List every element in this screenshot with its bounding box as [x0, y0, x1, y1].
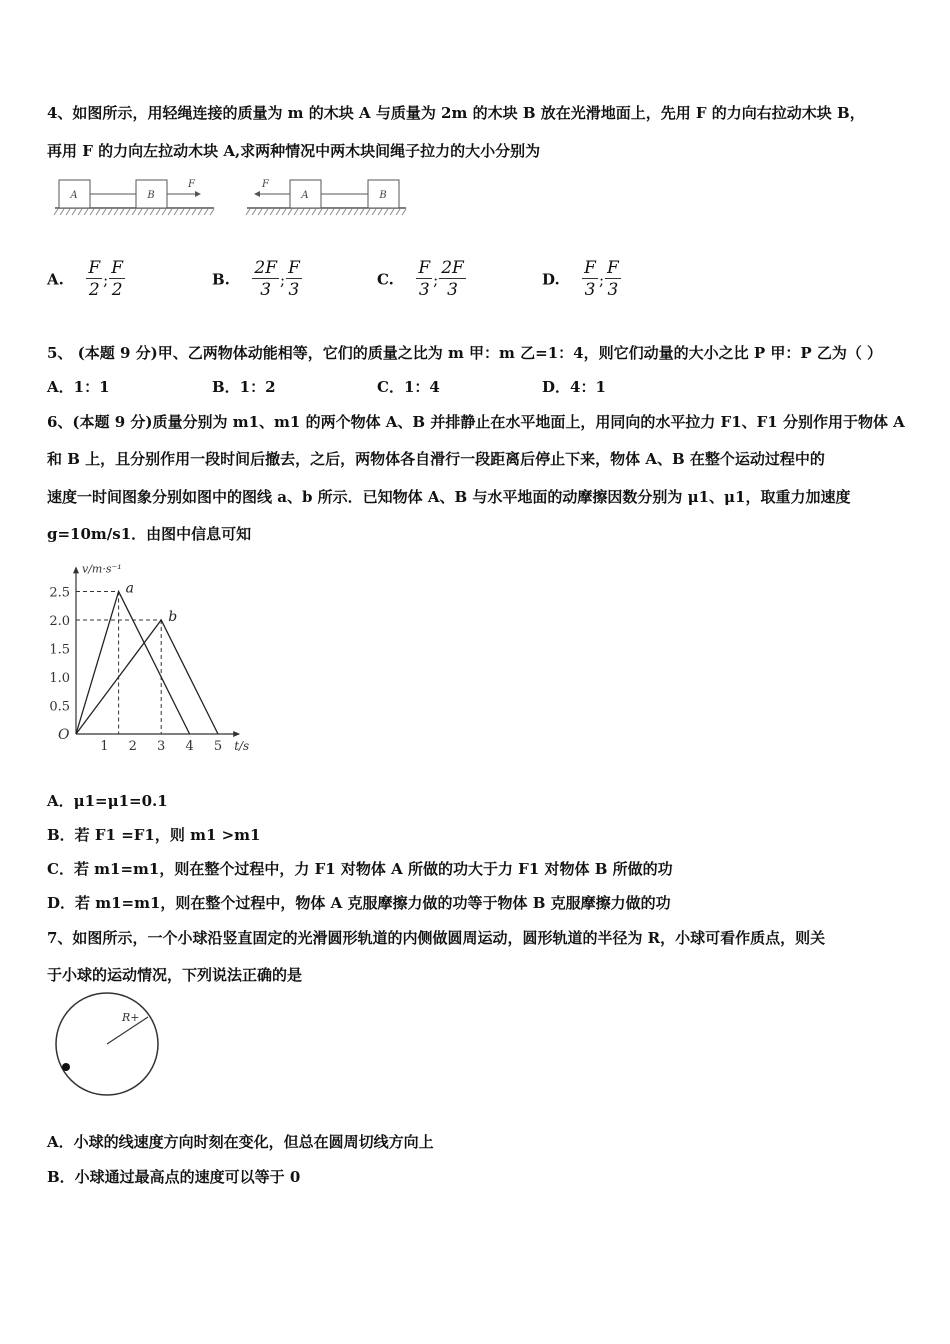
x-tick-label: 3 — [157, 739, 166, 754]
q7-option-b[interactable]: B．小球通过最高点的速度可以等于 0 — [47, 1168, 301, 1186]
q4-figure-left — [52, 172, 218, 216]
y-tick-label: 2.5 — [49, 585, 70, 601]
fraction: $\frac{2F}{3}$ — [441, 258, 464, 300]
q5-option-c[interactable]: C．1：4 — [377, 378, 440, 396]
x-axis-label: t/s — [234, 739, 250, 753]
y-tick-label: 2.0 — [49, 614, 70, 629]
velocity-time-chart — [40, 556, 260, 756]
q4-line2: 再用 F 的力向左拉动木块 A,求两种情况中两木块间绳子拉力的大小分别为 — [47, 142, 541, 160]
x-tick-label: 1 — [100, 739, 109, 754]
fraction: $\frac{F}{3}$ — [584, 258, 596, 300]
q6-line2: 和 B 上，且分别作用一段时间后撤去，之后，两物体各自滑行一段距离后停止下来，物体 A、B 在整个运动过程中的 — [47, 450, 825, 468]
q4-option-c[interactable]: C. $\frac{F}{3}$ ; $\frac{2F}{3}$ — [377, 258, 464, 300]
block-b-label: B — [147, 190, 155, 201]
q4-option-a[interactable]: A. $\frac{F}{2}$ ; $\frac{F}{2}$ — [47, 258, 123, 300]
q4-option-b[interactable]: B. $\frac{2F}{3}$ ; $\frac{F}{3}$ — [212, 258, 300, 300]
q5-line1: 5、 (本题 9 分)甲、乙两物体动能相等，它们的质量之比为 m 甲：m 乙=1：4，则它们动量的大小之比 P 甲：P 乙为（ ） — [47, 344, 883, 362]
fraction: $\frac{F}{2}$ — [111, 258, 123, 300]
q6-line4: g=10m/s1．由图中信息可知 — [47, 525, 252, 543]
option-label: C. — [377, 270, 394, 289]
series-label-a: a — [125, 580, 134, 597]
series-line-b — [76, 620, 218, 734]
q4-line1: 4、如图所示，用轻绳连接的质量为 m 的木块 A 与质量为 2m 的木块 B 放在光滑地面上，先用 F 的力向右拉动木块 B， — [47, 104, 865, 122]
q5-option-b[interactable]: B．1：2 — [212, 378, 276, 396]
q6-line3: 速度一时间图象分别如图中的图线 a、b 所示．已知物体 A、B 与水平地面的动摩擦因数分别为 μ1、μ1，取重力加速度 — [47, 488, 851, 506]
fraction: $\frac{F}{2}$ — [88, 258, 101, 300]
option-label: D. — [542, 270, 560, 289]
x-axis-arrow — [233, 731, 240, 737]
circular-track-figure — [50, 990, 166, 1102]
y-tick-label: 0.5 — [49, 699, 70, 715]
block-a-label-2: A — [301, 190, 309, 201]
q4-figure-right — [244, 172, 410, 216]
q5-option-a[interactable]: A．1：1 — [47, 378, 110, 396]
series-label-b: b — [168, 609, 178, 625]
radius-label: R+ — [122, 1011, 140, 1024]
x-tick-label: 2 — [128, 739, 137, 754]
x-tick-label: 4 — [185, 739, 194, 754]
ball — [62, 1063, 70, 1071]
force-label: F — [188, 179, 195, 190]
q4-option-d[interactable]: D. $\frac{F}{3}$ ; $\frac{F}{3}$ — [542, 258, 619, 300]
q6-option-b[interactable]: B．若 F1 =F1，则 m1 >m1 — [47, 826, 261, 844]
q7-line1: 7、如图所示，一个小球沿竖直固定的光滑圆形轨道的内侧做圆周运动，圆形轨道的半径为 R，小球可看作质点，则关 — [47, 929, 826, 947]
option-label: A. — [47, 270, 64, 289]
fraction: $\frac{F}{3}$ — [288, 258, 300, 300]
q6-option-c[interactable]: C．若 m1=m1，则在整个过程中，力 F1 对物体 A 所做的功大于力 F1 对物体 B 所做的功 — [47, 860, 673, 878]
option-label: B. — [212, 270, 230, 289]
block-a-label: A — [70, 190, 78, 201]
origin-label: O — [58, 727, 70, 743]
y-axis-arrow — [73, 566, 79, 573]
q7-option-a[interactable]: A．小球的线速度方向时刻在变化，但总在圆周切线方向上 — [47, 1133, 434, 1151]
x-tick-label: 5 — [213, 739, 223, 754]
y-tick-label: 1.5 — [49, 642, 70, 658]
fraction: $\frac{F}{3}$ — [418, 258, 431, 300]
q5-option-d[interactable]: D．4：1 — [542, 378, 606, 396]
y-tick-label: 1.0 — [49, 671, 70, 686]
fraction: $\frac{2F}{3}$ — [254, 258, 277, 300]
q6-option-a[interactable]: A．μ1=μ1=0.1 — [47, 792, 168, 810]
q6-option-d[interactable]: D．若 m1=m1，则在整个过程中，物体 A 克服摩擦力做的功等于物体 B 克服摩擦力做的功 — [47, 894, 671, 912]
fraction: $\frac{F}{3}$ — [607, 258, 619, 300]
q6-line1: 6、(本题 9 分)质量分别为 m1、m1 的两个物体 A、B 并排静止在水平地面上，用同向的水平拉力 F1、F1 分别作用于物体 A — [47, 413, 905, 431]
block-b-label-2: B — [379, 190, 387, 201]
q7-line2: 于小球的运动情况，下列说法正确的是 — [47, 966, 303, 984]
force-label-2: F — [262, 179, 269, 190]
y-axis-label: v/m·s⁻¹ — [82, 562, 122, 576]
